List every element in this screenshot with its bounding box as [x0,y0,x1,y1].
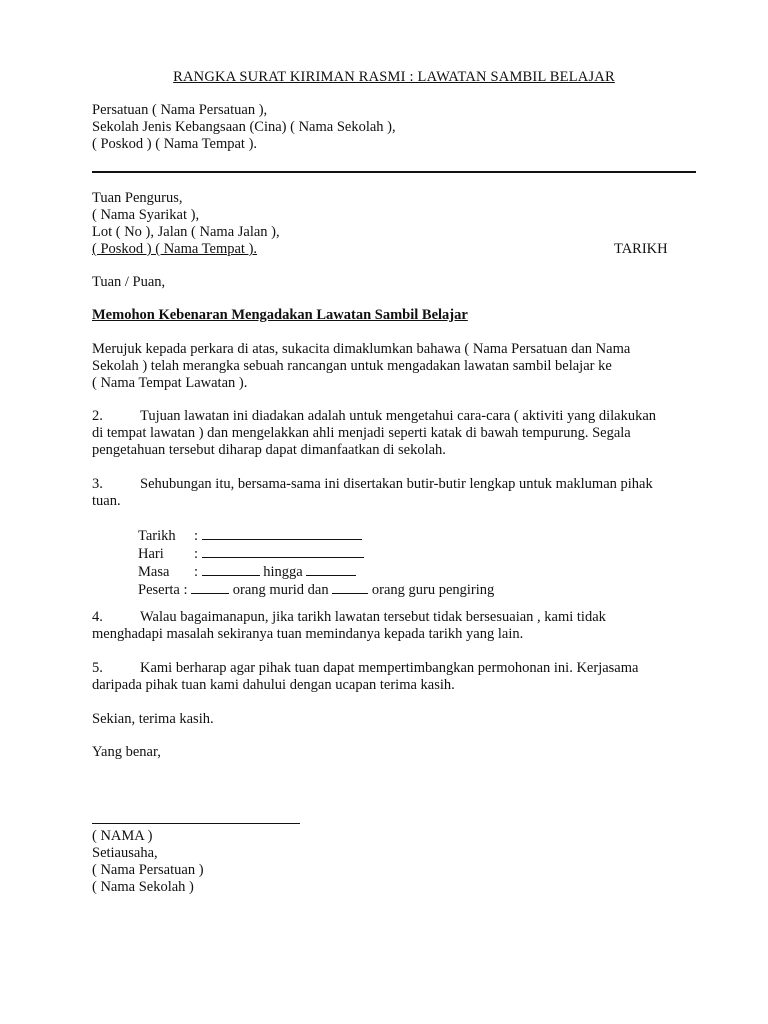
paragraph-4 [92,609,696,643]
letter-title: RANGKA SURAT KIRIMAN RASMI : LAWATAN SAMBIL BELAJAR [173,69,615,85]
sender-line: Persatuan ( Nama Persatuan ), [92,102,268,118]
peserta-connector: orang murid dan [232,582,329,598]
date-label: TARIKH [614,241,668,257]
paragraph-5 [92,660,696,694]
header-divider [92,171,696,173]
paragraph-line: Kami berharap agar pihak tuan dapat mempertimbangkan permohonan ini. Kerjasama [140,660,639,676]
paragraph-line: daripada pihak tuan kami dahului dengan ucapan terima kasih. [92,677,455,693]
paragraph-number: 3. [92,476,103,492]
tarikh-blank [202,527,362,540]
masa-start-blank [202,563,260,576]
detail-label: Peserta : [138,582,188,598]
masa-end-blank [306,563,356,576]
recipient-line: Lot ( No ), Jalan ( Nama Jalan ), [92,224,280,240]
paragraph-line: Merujuk kepada perkara di atas, sukacita dimaklumkan bahawa ( Nama Persatuan dan Nama [92,341,631,357]
paragraph-line: Walau bagaimanapun, jika tarikh lawatan tersebut tidak bersesuaian , kami tidak [140,609,606,625]
signature-block [92,828,204,896]
paragraph-line: di tempat lawatan ) dan mengelakkan ahli menjadi seperti katak di bawah tempurung. Segala [92,425,631,441]
paragraph-line: Sekolah ) telah merangka sebuah rancangan untuk mengadakan lawatan sambil belajar ke [92,358,612,374]
recipient-line: ( Nama Syarikat ), [92,207,200,223]
paragraph-number: 4. [92,609,103,625]
detail-label: Masa [138,564,170,580]
hari-blank [202,545,364,558]
paragraph-line: ( Nama Tempat Lawatan ). [92,375,248,391]
signature-line-text: ( Nama Sekolah ) [92,879,194,895]
murid-blank [191,581,229,594]
signature-line-text: Setiausaha, [92,845,158,861]
detail-label: Hari [138,546,164,562]
paragraph-line: Tujuan lawatan ini diadakan adalah untuk mengetahui cara-cara ( aktiviti yang dilakukan [140,408,657,424]
sender-line: Sekolah Jenis Kebangsaan (Cina) ( Nama Sekolah ), [92,119,396,135]
sender-line: ( Poskod ) ( Nama Tempat ). [92,136,258,152]
closing-text: Sekian, terima kasih. [92,711,214,727]
paragraph-number: 5. [92,660,103,676]
signature-line-text: ( Nama Persatuan ) [92,862,204,878]
paragraph-line: tuan. [92,493,121,509]
sender-address [92,102,396,153]
signature-line-text: ( NAMA ) [92,828,153,844]
sign-off: Yang benar, [92,744,161,760]
recipient-line: Tuan Pengurus, [92,190,183,206]
detail-row-hari: Hari : [138,545,494,563]
masa-connector: hingga [263,564,303,580]
letter-subject: Memohon Kebenaran Mengadakan Lawatan Sambil Belajar [92,307,468,323]
recipient-line: ( Poskod ) ( Nama Tempat ). [92,241,258,257]
paragraph-2 [92,408,696,459]
salutation: Tuan / Puan, [92,274,166,290]
paragraph-1 [92,341,696,392]
detail-row-tarikh: Tarikh : [138,527,494,545]
guru-blank [332,581,368,594]
detail-label: Tarikh [138,528,176,544]
detail-row-peserta [138,581,494,599]
visit-details [138,527,494,599]
paragraph-line: pengetahuan tersebut diharap dapat dimanfaatkan di sekolah. [92,442,446,458]
detail-row-masa: Masa : hingga [138,563,494,581]
paragraph-number: 2. [92,408,103,424]
recipient-address [92,190,280,258]
signature-line [92,823,300,824]
peserta-suffix: orang guru pengiring [371,582,495,598]
paragraph-line: menghadapi masalah sekiranya tuan memindanya kepada tarikh yang lain. [92,626,524,642]
paragraph-3 [92,476,696,510]
paragraph-line: Sehubungan itu, bersama-sama ini disertakan butir-butir lengkap untuk makluman pihak [140,476,653,492]
